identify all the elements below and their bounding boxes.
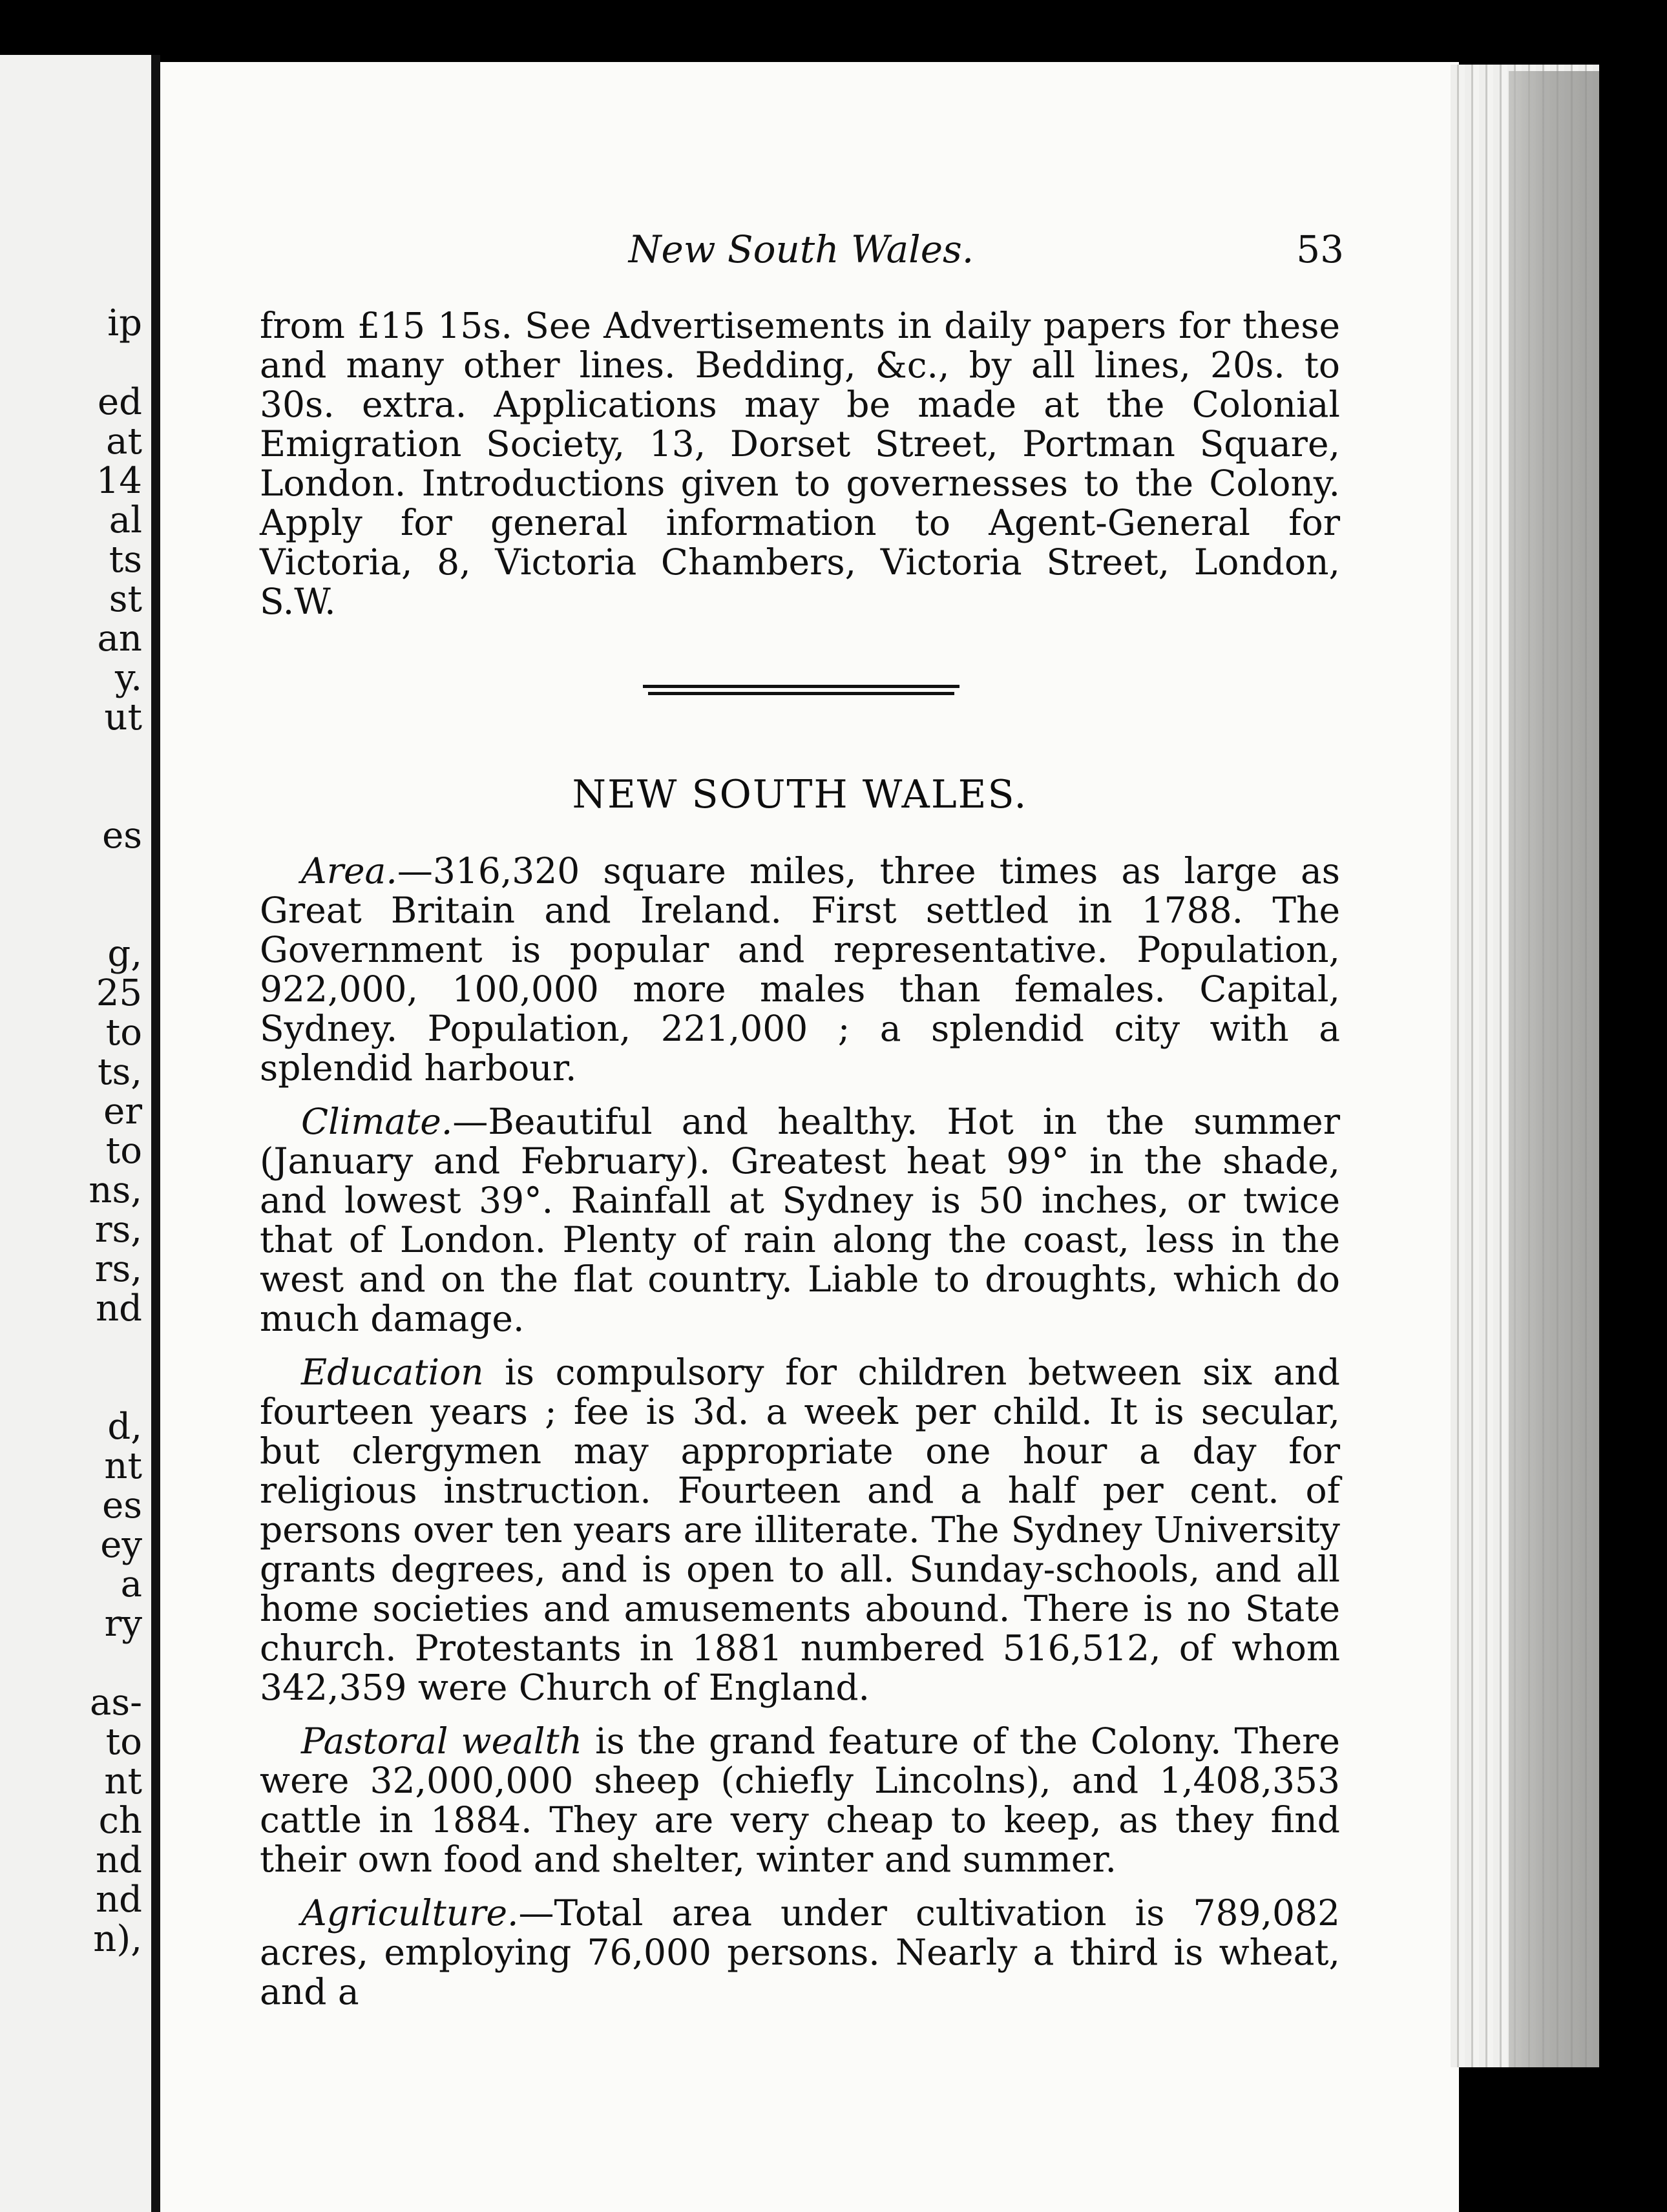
facing-page-fragment: ut [104, 696, 142, 738]
facing-page-fragment: at [106, 421, 142, 463]
paragraph-agriculture [260, 1894, 1340, 2012]
facing-page-fragment: ts, [97, 1051, 142, 1093]
facing-page-fragment: y. [115, 657, 142, 699]
section-body [260, 851, 1340, 2026]
divider-line [648, 692, 954, 695]
paragraph-text: —Beautiful and healthy. Hot in the summer (January and February). Greatest heat 99° in the shade, and lowest 39°. Rainfall at Sydney is 50 inches, or twice that of London. Plenty of rain along the coast, less in the west and on the flat country. Liable to droughts, which do much damage. [260, 1101, 1340, 1339]
page-stack-shadow [1509, 71, 1599, 2067]
facing-page-fragment: d, [107, 1406, 142, 1448]
facing-page-fragment [0, 737, 142, 777]
facing-page-fragment: ch [98, 1800, 142, 1842]
facing-page-fragment: ts [109, 539, 142, 581]
facing-page-fragment: n), [93, 1918, 142, 1960]
facing-page-fragment [0, 1368, 142, 1407]
facing-page-fragment: to [105, 1130, 142, 1172]
facing-page-fragment: nt [104, 1760, 142, 1802]
paragraph-text: —Total area under cultivation is 789,082 acres, employing 76,000 persons. Nearly a third is wheat, and a [260, 1892, 1340, 2012]
page-number: 53 [1296, 227, 1344, 271]
paragraph-pastoral-wealth [260, 1722, 1340, 1879]
facing-page-fragment: ed [98, 381, 142, 423]
facing-page-fragment: ry [104, 1603, 142, 1645]
facing-page-fragment: st [109, 578, 142, 620]
facing-page-fragment: an [97, 618, 142, 660]
facing-page-fragment: as- [89, 1682, 142, 1724]
facing-page-fragment [0, 855, 142, 895]
facing-page-fragment: rs, [94, 1209, 142, 1251]
facing-page-fragment: to [105, 1721, 142, 1763]
facing-page-fragment: nd [96, 1839, 142, 1881]
paragraph-lead: Education [301, 1351, 484, 1393]
facing-page-fragment: g, [107, 933, 142, 975]
facing-page-fragment: nd [96, 1879, 142, 1921]
facing-page-fragment [0, 1328, 142, 1368]
paragraph-lead: Area. [301, 850, 397, 892]
facing-page-fragment: a [120, 1563, 142, 1605]
facing-page-fragment: ey [100, 1524, 142, 1566]
facing-page-fragment: nt [104, 1445, 142, 1487]
facing-page-fragment: ip [107, 302, 142, 344]
paragraph-education [260, 1353, 1340, 1707]
running-head [258, 227, 1344, 279]
facing-page-fragment: to [105, 1012, 142, 1054]
paragraph-lead: Agriculture. [301, 1892, 519, 1934]
facing-page-fragment: es [102, 815, 142, 857]
paragraph-lead: Pastoral wealth [301, 1720, 583, 1762]
facing-page-fragment [0, 343, 142, 382]
facing-page-fragment: ns, [89, 1169, 142, 1211]
facing-page-fragment [0, 777, 142, 816]
paragraph-area [260, 851, 1340, 1088]
facing-page-fragment [0, 1643, 142, 1683]
divider-line [643, 685, 959, 688]
facing-page-fragment: nd [96, 1288, 142, 1330]
paragraph-text: is the grand feature of the Colony. There were 32,000,000 sheep (chiefly Lincolns), and 1,408,353 cattle in 1884. They are very cheap to keep, as they find their own food and shelter, winter and summer. [260, 1720, 1340, 1880]
facing-page-fragment: 25 [96, 972, 142, 1014]
section-divider-rule [643, 683, 959, 696]
facing-page-fragment: 14 [96, 460, 142, 502]
section-heading: NEW SOUTH WALES. [572, 772, 1028, 817]
facing-page-fragment: er [103, 1090, 142, 1132]
paragraph-text: is compulsory for children between six and fourteen years ; fee is 3d. a week per child. It is secular, but clergymen may appropriate one hour a day for religious instruction. Fourteen and a half per cent. of persons over ten years are illiterate. The Sydney University grants degrees, and is open to all. Sunday-schools, and all home societies and amusements abound. There is no State church. Protestants in 1881 numbered 516,512, of whom 342,359 were Church of England. [260, 1351, 1340, 1708]
facing-page-fragment: al [109, 499, 142, 541]
paragraph-lead: Climate. [301, 1101, 453, 1142]
facing-page-fragment [0, 895, 142, 934]
facing-page [0, 55, 152, 2212]
book-gutter [151, 55, 160, 2212]
facing-page-fragment: es [102, 1485, 142, 1527]
running-title: New South Wales. [628, 227, 974, 271]
facing-page-text-fragments [0, 55, 142, 1959]
continuation-paragraph: from £15 15s. See Advertisements in daily papers for these and many other lines. Bedding, &c., by all lines, 20s. to 30s. extra. Applications may be made at the Colonial Emigration Society, 13, Dorset Street, Portman Square, London. Introductions given to governesses to the Colony. Apply for general information to Agent-General for Victoria, 8, Victoria Chambers, Victoria Street, London, S.W. [260, 305, 1340, 622]
paragraph-text: —316,320 square miles, three times as large as Great Britain and Ireland. First settled in 1788. The Government is popular and representative. Population, 922,000, 100,000 more males than females. Capital, Sydney. Population, 221,000 ; a splendid city with a splendid harbour. [260, 850, 1340, 1089]
continuation-block [260, 306, 1340, 636]
paragraph-climate [260, 1102, 1340, 1339]
facing-page-fragment: rs, [94, 1248, 142, 1290]
